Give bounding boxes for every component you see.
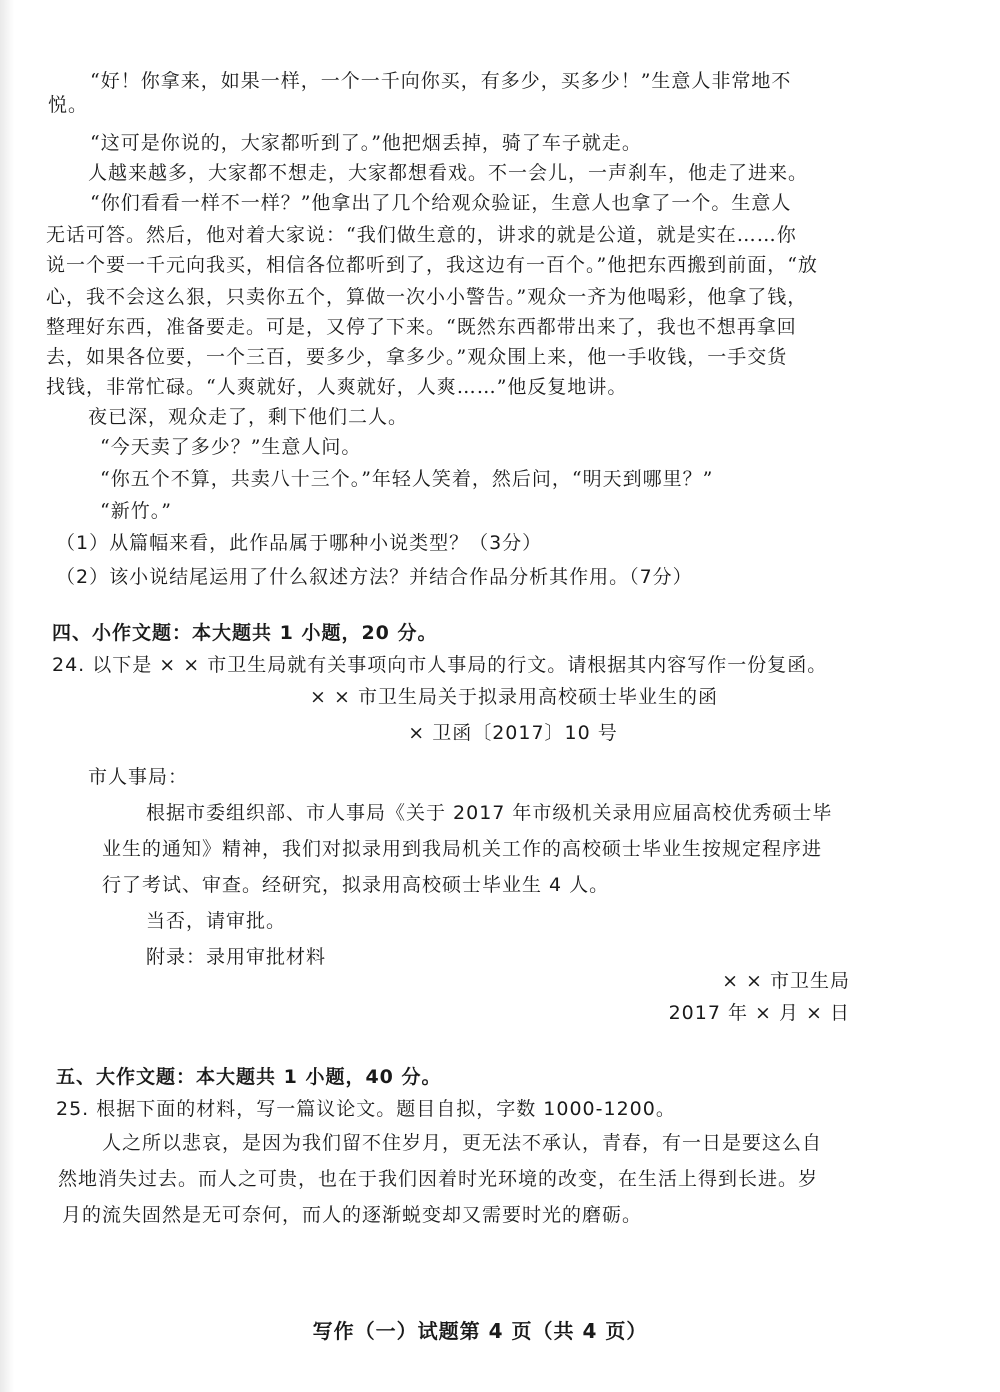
story-paragraph: 夜已深，观众走了，剩下他们二人。 bbox=[88, 406, 409, 428]
story-paragraph: “今天卖了多少？”生意人问。 bbox=[100, 436, 362, 458]
story-paragraph: “新竹。” bbox=[100, 500, 172, 522]
question-2: （2）该小说结尾运用了什么叙述方法？并结合作品分析其作用。（7分） bbox=[56, 566, 693, 588]
story-paragraph: “你五个不算，共卖八十三个。”年轻人笑着，然后问，“明天到哪里？” bbox=[100, 468, 714, 490]
story-paragraph: 悦。 bbox=[48, 94, 89, 116]
story-paragraph: 找钱，非常忙碌。“人爽就好，人爽就好，人爽……”他反复地讲。 bbox=[46, 376, 628, 398]
material-line: 然地消失过去。而人之可贵，也在于我们因着时光环境的改变，在生活上得到长进。岁 bbox=[58, 1168, 819, 1190]
story-paragraph: 整理好东西，准备要走。可是，又停了下来。“既然东西都带出来了，我也不想再拿回 bbox=[46, 316, 797, 338]
letter-body-line: 业生的通知》精神，我们对拟录用到我局机关工作的高校硕士毕业生按规定程序进 bbox=[102, 838, 823, 860]
story-paragraph: “你们看看一样不一样？”他拿出了几个给观众验证，生意人也拿了一个。生意人 bbox=[90, 192, 792, 214]
story-paragraph: 心，我不会这么狠，只卖你五个，算做一次小小警告。”观众一齐为他喝彩，他拿了钱， bbox=[46, 286, 808, 308]
letter-signature: × × 市卫生局 bbox=[722, 970, 850, 992]
story-paragraph: “这可是你说的，大家都听到了。”他把烟丢掉，骑了车子就走。 bbox=[90, 132, 642, 154]
letter-attachment: 附录：录用审批材料 bbox=[146, 946, 327, 968]
story-paragraph: “好！你拿来，如果一样，一个一千向你买，有多少，买多少！”生意人非常地不 bbox=[90, 70, 792, 92]
material-line: 月的流失固然是无可奈何，而人的逐渐蜕变却又需要时光的磨砺。 bbox=[62, 1204, 643, 1226]
question-25: 25. 根据下面的材料，写一篇议论文。题目自拟，字数 1000-1200。 bbox=[56, 1098, 676, 1120]
story-paragraph: 说一个要一千元向我买，相信各位都听到了，我这边有一百个。”他把东西搬到前面，“放 bbox=[46, 254, 818, 276]
question-24: 24. 以下是 × × 市卫生局就有关事项向市人事局的行文。请根据其内容写作一份复函。 bbox=[52, 654, 828, 676]
section-4-heading: 四、小作文题：本大题共 1 小题，20 分。 bbox=[52, 622, 438, 644]
section-5-heading: 五、大作文题：本大题共 1 小题，40 分。 bbox=[56, 1066, 442, 1088]
letter-date: 2017 年 × 月 × 日 bbox=[668, 1002, 850, 1024]
letter-salutation: 市人事局： bbox=[88, 766, 189, 788]
story-paragraph: 无话可答。然后，他对着大家说：“我们做生意的，讲求的就是公道，就是实在……你 bbox=[46, 224, 797, 246]
material-line: 人之所以悲哀，是因为我们留不住岁月，更无法不承认，青春，有一日是要这么自 bbox=[102, 1132, 823, 1154]
page-footer: 写作（一）试题第 4 页（共 4 页） bbox=[312, 1319, 648, 1343]
story-paragraph: 人越来越多，大家都不想走，大家都想看戏。不一会儿，一声刹车，他走了进来。 bbox=[88, 162, 809, 184]
story-paragraph: 去，如果各位要，一个三百，要多少，拿多少。”观众围上来，他一手收钱，一手交货 bbox=[46, 346, 788, 368]
letter-doc-number: × 卫函〔2017〕10 号 bbox=[408, 722, 618, 744]
question-1: （1）从篇幅来看，此作品属于哪种小说类型？（3分） bbox=[56, 532, 543, 554]
letter-request: 当否，请审批。 bbox=[146, 910, 287, 932]
letter-title: × × 市卫生局关于拟录用高校硕士毕业生的函 bbox=[310, 686, 718, 708]
letter-body-line: 根据市委组织部、市人事局《关于 2017 年市级机关录用应届高校优秀硕士毕 bbox=[146, 802, 833, 824]
letter-body-line: 行了考试、审查。经研究，拟录用高校硕士毕业生 4 人。 bbox=[102, 874, 610, 896]
